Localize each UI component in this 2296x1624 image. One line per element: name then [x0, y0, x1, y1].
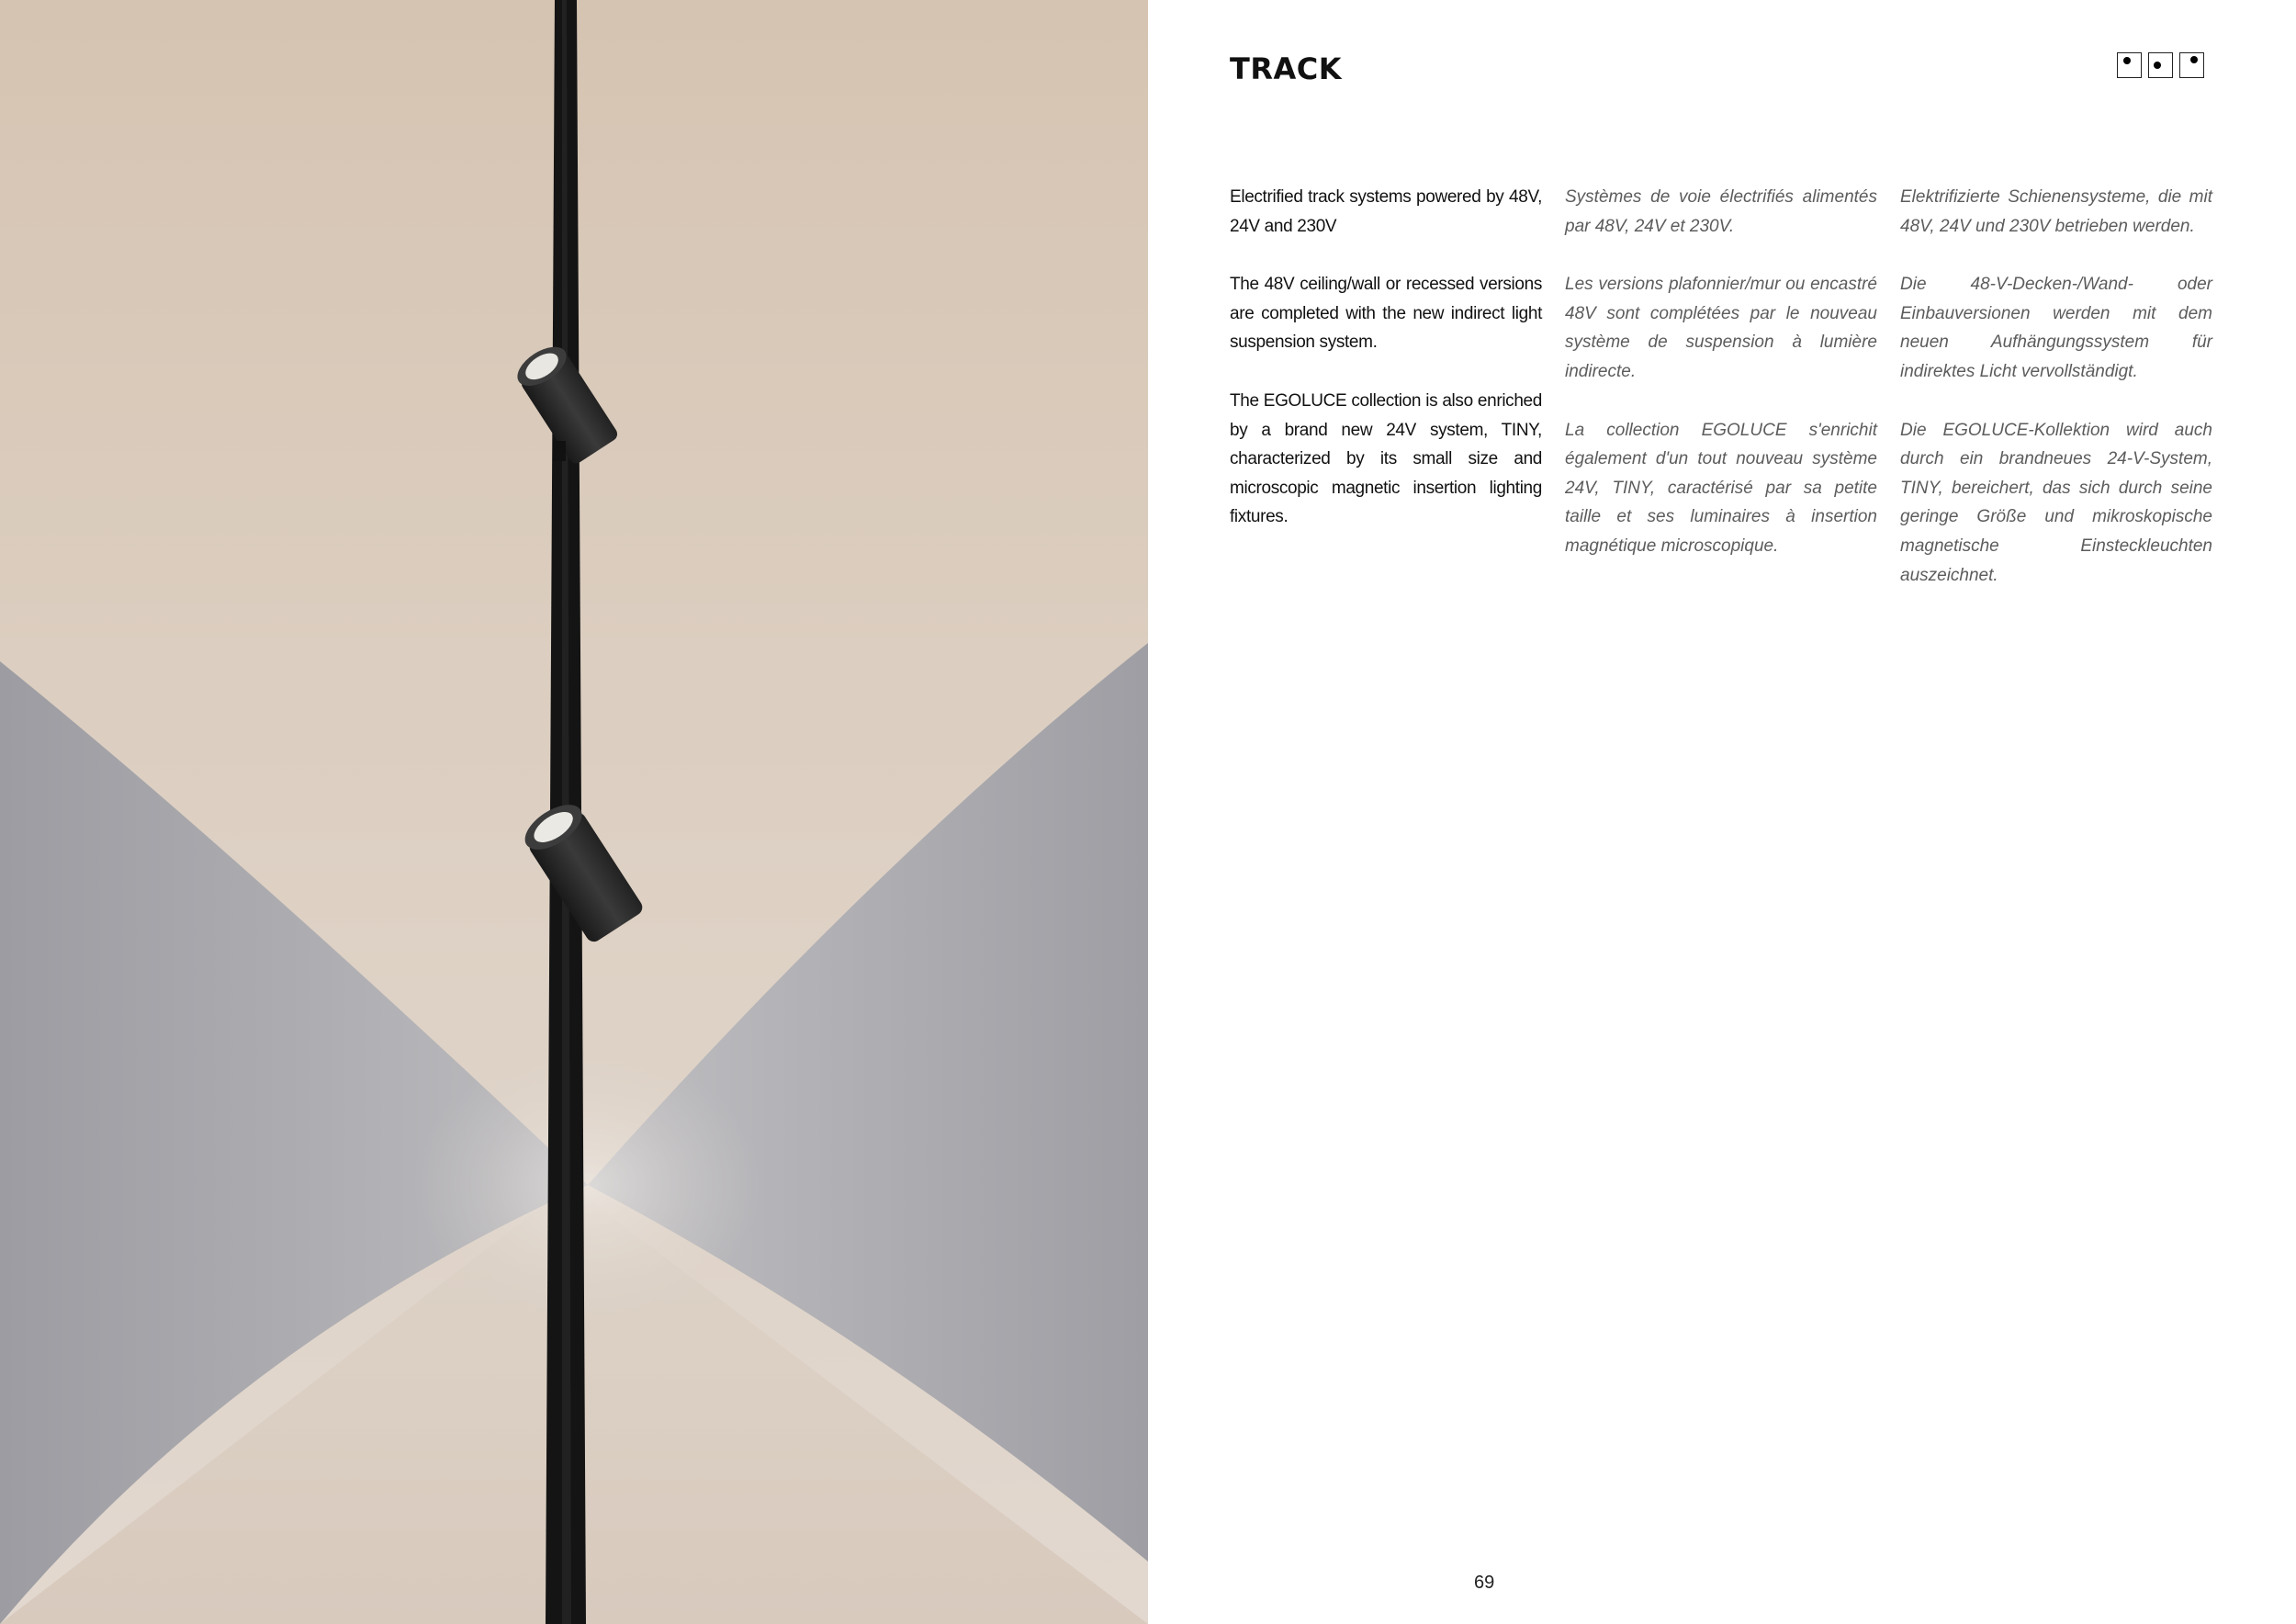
text-page	[1148, 0, 2296, 1624]
german-column	[1900, 183, 2212, 619]
german-paragraph: Die 48-V-Decken-/Wand- oder Einbauversionen werden mit dem neuen Aufhängungssystem für indirektes Licht vervollständigt.	[1900, 275, 2212, 381]
german-paragraph: Die EGOLUCE-Kollektion wird auch durch ein brandneues 24-V-System, TINY, bereichert, das sich durch seine geringe Größe und mikroskopische magnetische Einsteckleuchten auszeichnet.	[1900, 420, 2212, 585]
english-column	[1230, 183, 1542, 561]
page-title: TRACK	[1230, 51, 1343, 86]
dot-top-left-icon	[2117, 52, 2142, 78]
french-column	[1565, 183, 1877, 591]
french-paragraph: Les versions plafonnier/mur ou encastré 48V sont complétées par le nouveau système de suspension à lumière indirecte.	[1565, 275, 1877, 381]
dot-icon-group	[2117, 52, 2204, 78]
dot-middle-left-icon	[2148, 52, 2173, 78]
english-paragraph: The 48V ceiling/wall or recessed versions are completed with the new indirect light suspension system.	[1230, 275, 1542, 353]
page-number: 69	[1474, 1573, 1495, 1593]
german-paragraph: Elektrifizierte Schienensysteme, die mit 48V, 24V und 230V betrieben werden.	[1900, 187, 2212, 236]
english-paragraph: The EGOLUCE collection is also enriched by a brand new 24V system, TINY, characterized by its small size and microscopic magnetic insertion lighting fixtures.	[1230, 390, 1542, 527]
french-paragraph: Systèmes de voie électrifiés alimentés par 48V, 24V et 230V.	[1565, 187, 1877, 236]
french-paragraph: La collection EGOLUCE s'enrichit également d'un tout nouveau système 24V, TINY, caractérisé par sa petite taille et ses luminaires à insertion magnétique microscopique.	[1565, 420, 1877, 556]
english-paragraph: Electrified track systems powered by 48V, 24V and 230V	[1230, 187, 1542, 236]
dot-top-right-icon	[2179, 52, 2204, 78]
